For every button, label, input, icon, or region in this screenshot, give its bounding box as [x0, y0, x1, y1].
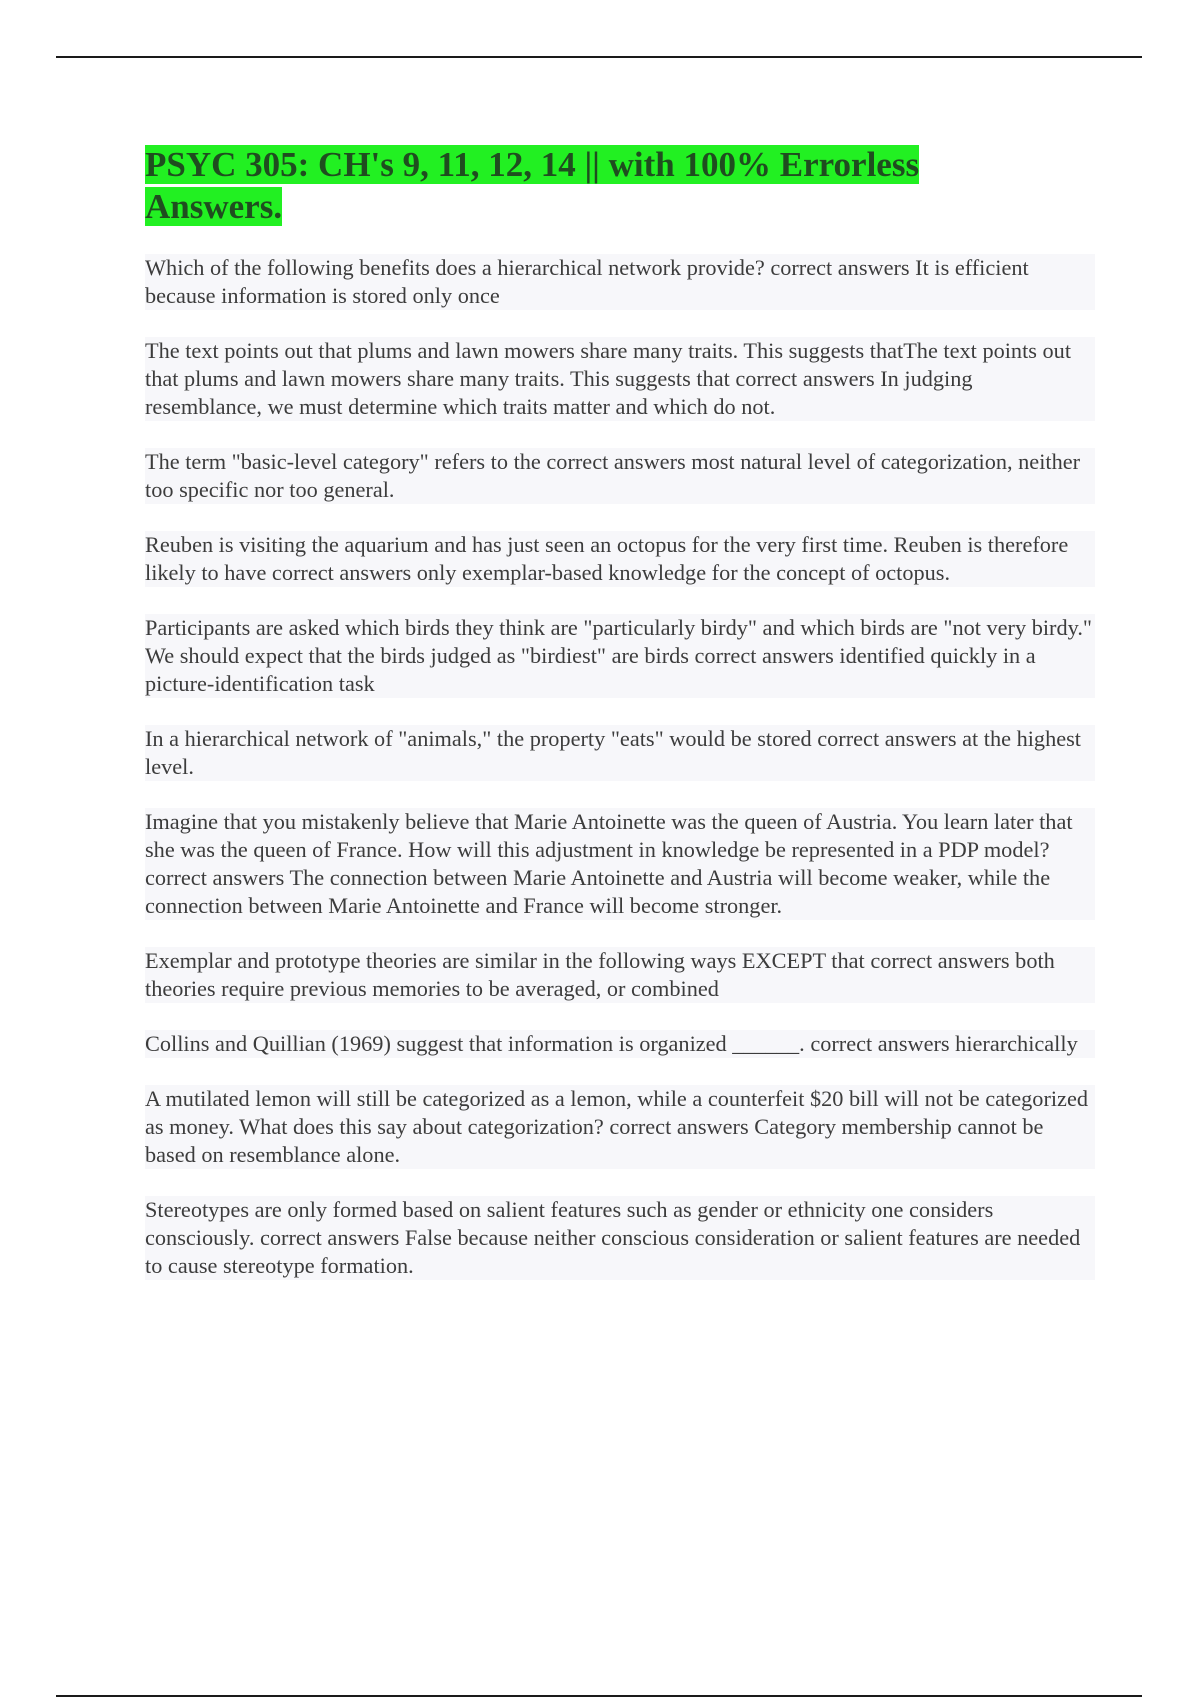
title-highlight: PSYC 305: CH's 9, 11, 12, 14 || with 100% Errorless Answers.	[145, 145, 920, 226]
qa-item: The text points out that plums and lawn mowers share many traits. This suggests thatThe text points out that plums and lawn mowers share many traits. This suggests that correct answers In judging resemblance, we must determine which traits matter and which do not.	[145, 337, 1095, 421]
document-body	[145, 144, 1095, 1307]
header-rule	[56, 56, 1142, 58]
qa-item: The term "basic-level category" refers to the correct answers most natural level of categorization, neither too specific nor too general.	[145, 448, 1095, 504]
qa-item: Which of the following benefits does a hierarchical network provide? correct answers It is efficient because information is stored only once	[145, 254, 1095, 310]
qa-item: Participants are asked which birds they think are "particularly birdy" and which birds are "not very birdy." We should expect that the birds judged as "birdiest" are birds correct answers identified quickly in a picture-identification task	[145, 614, 1095, 698]
qa-item: Exemplar and prototype theories are similar in the following ways EXCEPT that correct answers both theories require previous memories to be averaged, or combined	[145, 947, 1095, 1003]
qa-item: Stereotypes are only formed based on salient features such as gender or ethnicity one considers consciously. correct answers False because neither conscious consideration or salient features are needed to cause stereotype formation.	[145, 1196, 1095, 1280]
footer-rule	[56, 1695, 1142, 1697]
qa-item: Collins and Quillian (1969) suggest that information is organized ______. correct answers hierarchically	[145, 1030, 1095, 1058]
qa-item: Reuben is visiting the aquarium and has just seen an octopus for the very first time. Reuben is therefore likely to have correct answers only exemplar-based knowledge for the concept of octopus.	[145, 531, 1095, 587]
qa-item: A mutilated lemon will still be categorized as a lemon, while a counterfeit $20 bill will not be categorized as money. What does this say about categorization? correct answers Category membership cannot be based on resemblance alone.	[145, 1085, 1095, 1169]
qa-item: Imagine that you mistakenly believe that Marie Antoinette was the queen of Austria. You learn later that she was the queen of France. How will this adjustment in knowledge be represented in a PDP model? correct answers The connection between Marie Antoinette and Austria will become weaker, while the connection between Marie Antoinette and France will become stronger.	[145, 808, 1095, 920]
qa-item: In a hierarchical network of "animals," the property "eats" would be stored correct answers at the highest level.	[145, 725, 1095, 781]
document-title	[145, 144, 950, 228]
